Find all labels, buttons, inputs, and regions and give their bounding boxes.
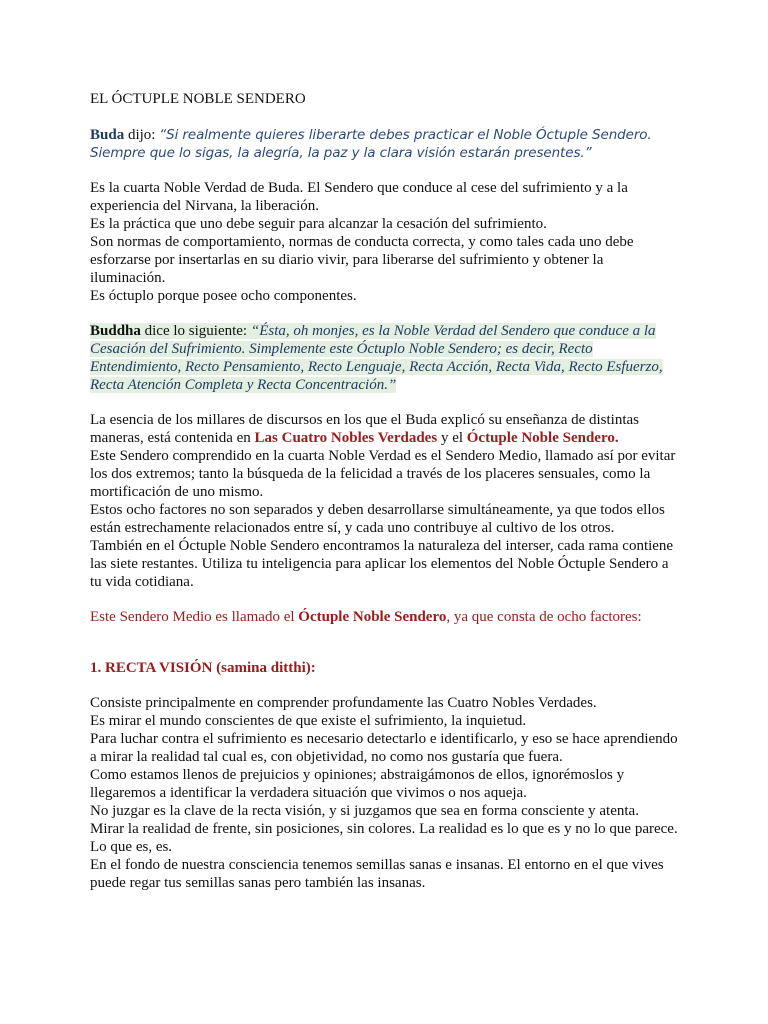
intro-line: Es la cuarta Noble Verdad de Buda. El Sendero que conduce al cese del sufrimiento y a la experiencia del Nirvana, la liberación.	[90, 180, 628, 214]
quote-verb: dijo:	[124, 127, 160, 143]
essence-paragraph	[90, 411, 678, 591]
vision-line: Para luchar contra el sufrimiento es necesario detectarlo e identificarlo, y eso se hace aprendiendo a mirar la realidad tal cual es, con objetividad, no como nos gustaría que fuera.	[90, 731, 678, 765]
buda-quote	[90, 126, 678, 162]
section-intro-tail: , ya que consta de ocho factores:	[446, 609, 642, 625]
vision-line: Es mirar el mundo conscientes de que existe el sufrimiento, la inquietud.	[90, 713, 527, 729]
quote-speaker: Buda	[90, 127, 125, 143]
quote-text: “Si realmente quieres liberarte debes practicar el Noble Óctuple Sendero. Siempre que lo sigas, la alegría, la paz y la clara visión estarán presentes.”	[90, 127, 652, 161]
intro-paragraph	[90, 179, 678, 305]
vision-paragraph	[90, 694, 678, 892]
document-title: EL ÓCTUPLE NOBLE SENDERO	[90, 91, 306, 107]
link-octuple-noble-sendero[interactable]: Óctuple Noble Sendero.	[466, 430, 619, 446]
vision-line: Como estamos llenos de prejuicios y opiniones; abstraigámonos de ellos, ignorémoslos y llegaremos a identificar la verdadera situación que vivimos o nos aqueja.	[90, 767, 625, 801]
quote-text: “Ésta, oh monjes, es la Noble Verdad del Sendero que conduce a la Cesación del Sufrimiento. Simplemente este Óctuplo Noble Sendero; es decir, Recto Entendimiento, Recto Pensamiento, Recto Lenguaje, Recta Acción, Recta Vida, Recto Esfuerzo, Recta Atención Completa y Recta Concentración.”	[90, 323, 663, 393]
buddha-quote	[90, 322, 678, 394]
intro-line: Son normas de comportamiento, normas de conducta correcta, y como tales cada uno debe esforzarse por insertarlas en su diario vivir, para liberarse del sufrimiento y obtener la iluminación.	[90, 234, 634, 286]
vision-line: Consiste principalmente en comprender profundamente las Cuatro Nobles Verdades.	[90, 695, 597, 711]
intro-line: Es óctuplo porque posee ocho componentes.	[90, 288, 357, 304]
essence-mid-text: y el	[437, 430, 467, 446]
section-heading-recta-vision: 1. RECTA VISIÓN (samina ditthi):	[90, 660, 316, 676]
essence-lead	[90, 411, 678, 447]
vision-line: Mirar la realidad de frente, sin posiciones, sin colores. La realidad es lo que es y no lo que parece. Lo que es, es.	[90, 821, 678, 855]
section-intro-lead: Este Sendero Medio es llamado el	[90, 609, 299, 625]
essence-lead-text: La esencia de los millares de discursos en los que el Buda explicó su enseñanza de distintas maneras, está contenida en	[90, 412, 640, 446]
section-intro-bold: Óctuple Noble Sendero	[298, 609, 447, 625]
quote-verb: dice lo siguiente:	[140, 323, 251, 339]
vision-line: No juzgar es la clave de la recta visión, y si juzgamos que sea en forma consciente y atenta.	[90, 803, 639, 819]
quote-speaker: Buddha	[90, 323, 141, 339]
essence-line: Este Sendero comprendido en la cuarta Noble Verdad es el Sendero Medio, llamado así por evitar los dos extremos; tanto la búsqueda de la felicidad a través de los placeres sensuales, como la mortificación de uno mismo.	[90, 448, 676, 500]
vision-line: En el fondo de nuestra consciencia tenemos semillas sanas e insanas. El entorno en el que vives puede regar tus semillas sanas pero también las insanas.	[90, 857, 664, 891]
section-intro	[90, 608, 678, 626]
essence-line: También en el Óctuple Noble Sendero encontramos la naturaleza del interser, cada rama contiene las siete restantes. Utiliza tu inteligencia para aplicar los elementos del Noble Óctuple Sendero a tu vida cotidiana.	[90, 538, 674, 590]
intro-line: Es la práctica que uno debe seguir para alcanzar la cesación del sufrimiento.	[90, 216, 547, 232]
essence-line: Estos ocho factores no son separados y deben desarrollarse simultáneamente, ya que todos ellos están estrechamente relacionados entre sí, y cada uno contribuye al cultivo de los otros.	[90, 502, 665, 536]
link-cuatro-nobles-verdades[interactable]: Las Cuatro Nobles Verdades	[254, 430, 438, 446]
